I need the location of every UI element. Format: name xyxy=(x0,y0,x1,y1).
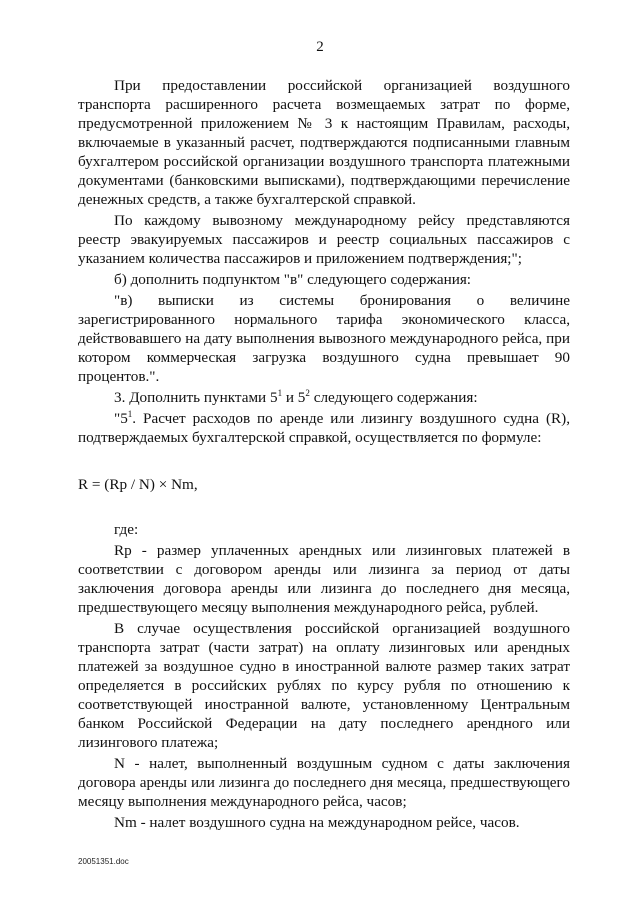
paragraph-definition-rp: Rp - размер уплаченных арендных или лизинговых платежей в соответствии с договором аренды или лизинга за период от даты заключения договора аренды или лизинга до последнего дня месяца, предшествующего месяцу выполнения международного рейса, рублей. xyxy=(78,542,570,616)
footer-filename: 20051351.doc xyxy=(78,857,129,866)
paragraph-passenger-registry: По каждому вывозному международному рейсу представляются реестр эвакуируемых пассажиров и реестр социальных пассажиров с указанием количества пассажиров и приложением подтверждения;"; xyxy=(78,212,570,267)
paragraph-foreign-currency: В случае осуществления российской организацией воздушного транспорта затрат (части затрат) на оплату лизинговых или арендных платежей за воздушное судно в иностранной валюте размер таких затрат определяется в российских рублях по курсу рубля по отношению к соответствующей иностранной валюте, установленному Центральным банком Российской Федерации на дату последнего арендного или лизингового платежа; xyxy=(78,620,570,751)
page-number: 2 xyxy=(316,39,324,55)
paragraph-definition-n: N - налет, выполненный воздушным судном с даты заключения договора аренды или лизинга до последнего дня месяца, предшествующего месяцу выполнения международного рейса, часов; xyxy=(78,755,570,810)
paragraph-item-5-1: "$5^1$. Расчет расходов по аренде или лизингу воздушного судна (R), подтверждаемых бухгалтерской справкой, осуществляется по формуле: xyxy=(78,408,570,446)
paragraph-expense-confirmation: При предоставлении российской организацией воздушного транспорта расширенного расчета возмещаемых затрат по форме, предусмотренной приложением № 3 к настоящим Правилам, расходы, включаемые в указанный расчет, подтверждаются подписанными главным бухгалтером российской организации воздушного транспорта платежными документами (банковскими выписками), подтверждающими перечисление денежных средств, а также бухгалтерской справкой. xyxy=(78,77,570,208)
formula: R = (Rp / N) × Nm, xyxy=(78,476,198,493)
paragraph-subitem-b: б) дополнить подпунктом "в" следующего содержания: xyxy=(114,271,472,288)
document-body xyxy=(78,76,570,832)
paragraph-definition-nm: Nm - налет воздушного судна на международном рейсе, часов. xyxy=(114,814,520,831)
paragraph-item-3: 3. Дополнить пунктами $5^1$ и $5^2$ следующего содержания: xyxy=(114,387,478,406)
paragraph-where: где: xyxy=(114,521,139,538)
paragraph-subitem-v: "в) выписки из системы бронирования о величине зарегистрированного нормального тарифа экономического класса, действовавшего на дату выполнения вывозного международного рейса, при котором коммерческая загрузка воздушного судна превышает 90 процентов.". xyxy=(78,292,570,385)
